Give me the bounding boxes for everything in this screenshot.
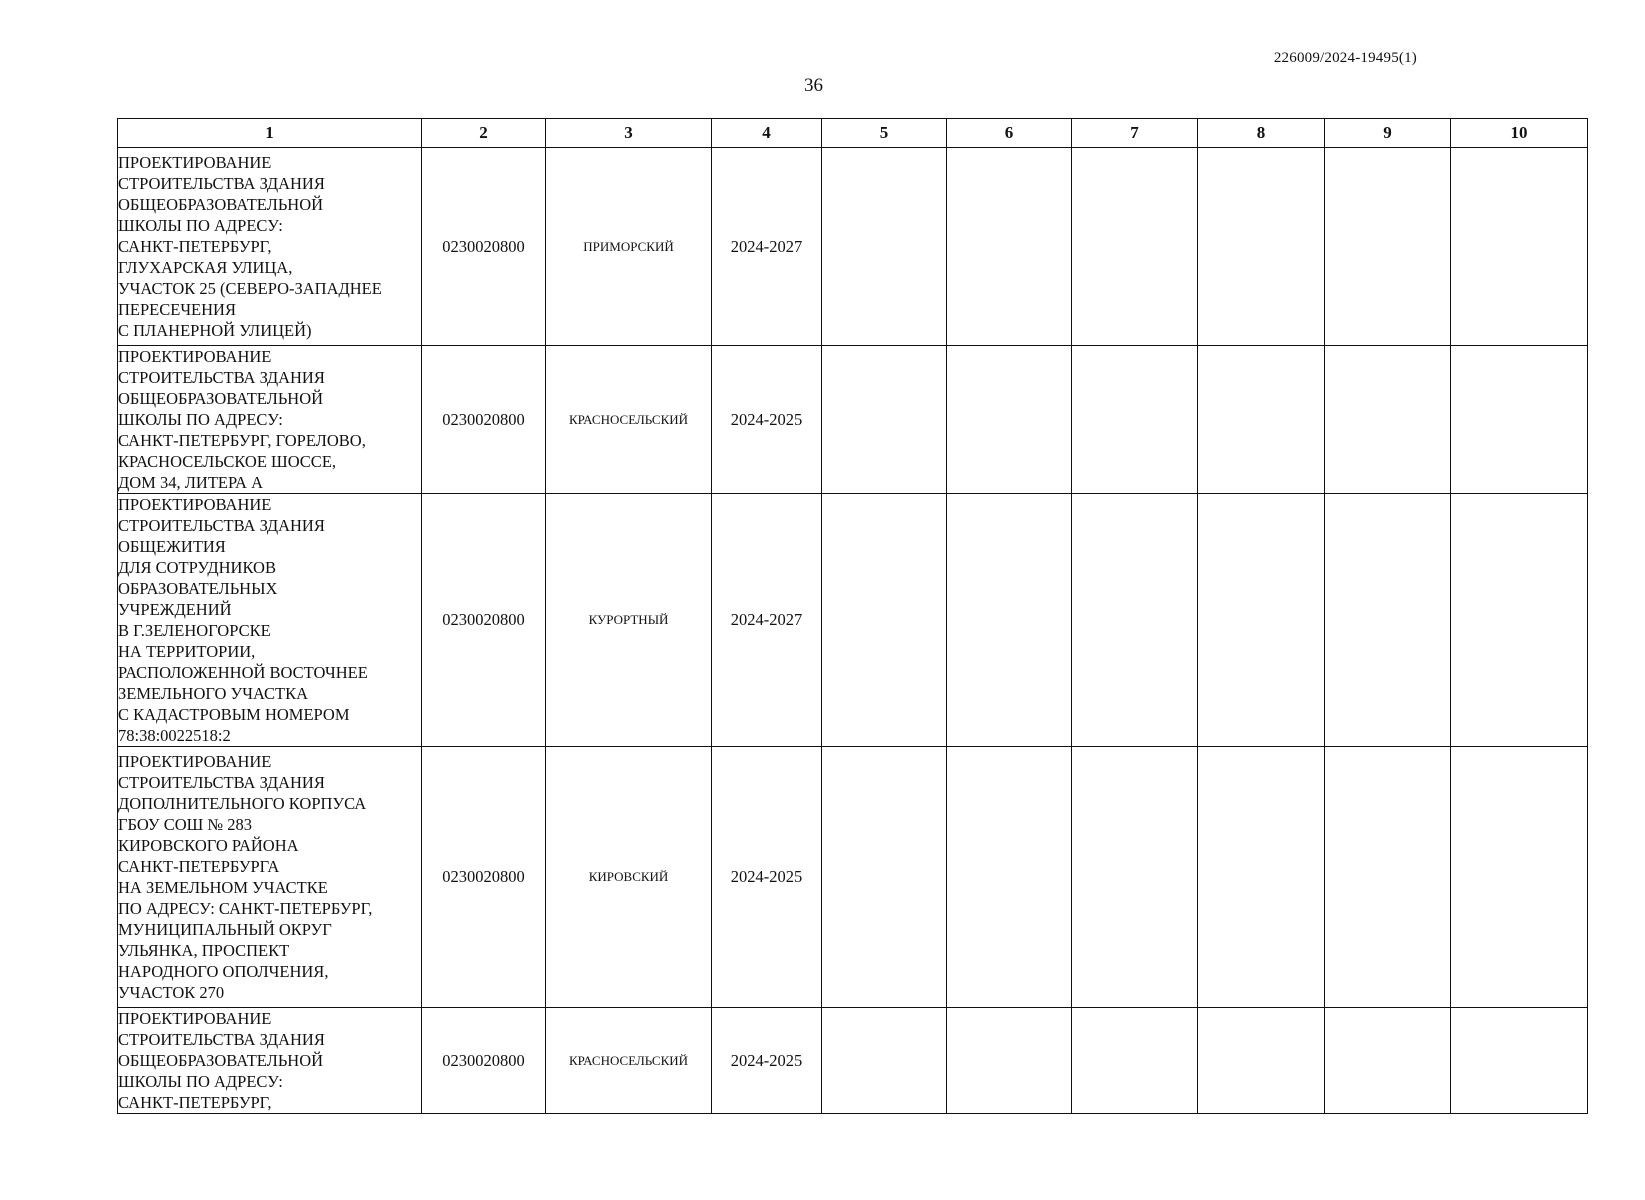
code-cell: 0230020800: [422, 148, 546, 346]
empty-cell: [1198, 494, 1325, 747]
period-cell: 2024-2027: [712, 494, 822, 747]
code-cell: 0230020800: [422, 346, 546, 494]
project-name-cell: ПРОЕКТИРОВАНИЕ СТРОИТЕЛЬСТВА ЗДАНИЯ ДОПОЛНИТЕЛЬНОГО КОРПУСА ГБОУ СОШ № 283 КИРОВСКОГО РАЙОНА САНКТ-ПЕТЕРБУРГА НА ЗЕМЕЛЬНОМ УЧАСТКЕ ПО АДРЕСУ: САНКТ-ПЕТЕРБУРГ, МУНИЦИПАЛЬНЫЙ ОКРУГ УЛЬЯНКА, ПРОСПЕКТ НАРОДНОГО ОПОЛЧЕНИЯ, УЧАСТОК 270: [118, 747, 422, 1008]
project-name-cell: ПРОЕКТИРОВАНИЕ СТРОИТЕЛЬСТВА ЗДАНИЯ ОБЩЕЖИТИЯ ДЛЯ СОТРУДНИКОВ ОБРАЗОВАТЕЛЬНЫХ УЧРЕЖДЕНИЙ В Г.ЗЕЛЕНОГОРСКЕ НА ТЕРРИТОРИИ, РАСПОЛОЖЕННОЙ ВОСТОЧНЕЕ ЗЕМЕЛЬНОГО УЧАСТКА С КАДАСТРОВЫМ НОМЕРОМ 78:38:0022518:2: [118, 494, 422, 747]
district-cell: КУРОРТНЫЙ: [546, 494, 712, 747]
empty-cell: [947, 346, 1072, 494]
column-header-10: 10: [1451, 119, 1588, 148]
page-number: 36: [804, 75, 823, 96]
column-header-1: 1: [118, 119, 422, 148]
empty-cell: [947, 148, 1072, 346]
empty-cell: [947, 747, 1072, 1008]
table-row: [118, 1008, 1588, 1114]
empty-cell: [1072, 346, 1198, 494]
district-cell: КРАСНОСЕЛЬСКИЙ: [546, 346, 712, 494]
table-row: [118, 148, 1588, 346]
empty-cell: [947, 494, 1072, 747]
table-row: [118, 494, 1588, 747]
empty-cell: [1325, 494, 1451, 747]
empty-cell: [822, 346, 947, 494]
district-cell: КИРОВСКИЙ: [546, 747, 712, 1008]
empty-cell: [1325, 148, 1451, 346]
document-number: 226009/2024-19495(1): [1273, 50, 1417, 66]
empty-cell: [1072, 1008, 1198, 1114]
empty-cell: [1198, 747, 1325, 1008]
code-cell: 0230020800: [422, 747, 546, 1008]
column-header-4: 4: [712, 119, 822, 148]
period-cell: 2024-2027: [712, 148, 822, 346]
project-name-cell: ПРОЕКТИРОВАНИЕ СТРОИТЕЛЬСТВА ЗДАНИЯ ОБЩЕОБРАЗОВАТЕЛЬНОЙ ШКОЛЫ ПО АДРЕСУ: САНКТ-ПЕТЕРБУРГ, ГОРЕЛОВО, КРАСНОСЕЛЬСКОЕ ШОССЕ, ДОМ 34, ЛИТЕРА А: [118, 346, 422, 494]
code-cell: 0230020800: [422, 1008, 546, 1114]
empty-cell: [1451, 148, 1588, 346]
empty-cell: [1451, 494, 1588, 747]
data-table: [117, 118, 1588, 1114]
period-cell: 2024-2025: [712, 1008, 822, 1114]
empty-cell: [1072, 747, 1198, 1008]
table-row: [118, 346, 1588, 494]
column-header-6: 6: [947, 119, 1072, 148]
period-cell: 2024-2025: [712, 747, 822, 1008]
empty-cell: [1325, 346, 1451, 494]
period-cell: 2024-2025: [712, 346, 822, 494]
empty-cell: [1451, 346, 1588, 494]
column-header-5: 5: [822, 119, 947, 148]
empty-cell: [1198, 1008, 1325, 1114]
project-name-cell: ПРОЕКТИРОВАНИЕ СТРОИТЕЛЬСТВА ЗДАНИЯ ОБЩЕОБРАЗОВАТЕЛЬНОЙ ШКОЛЫ ПО АДРЕСУ: САНКТ-ПЕТЕРБУРГ, ГЛУХАРСКАЯ УЛИЦА, УЧАСТОК 25 (СЕВЕРО-ЗАПАДНЕЕ ПЕРЕСЕЧЕНИЯ С ПЛАНЕРНОЙ УЛИЦЕЙ): [118, 148, 422, 346]
column-header-3: 3: [546, 119, 712, 148]
table-row: [118, 747, 1588, 1008]
empty-cell: [1325, 747, 1451, 1008]
code-cell: 0230020800: [422, 494, 546, 747]
header-row: [118, 119, 1588, 148]
column-header-7: 7: [1072, 119, 1198, 148]
empty-cell: [947, 1008, 1072, 1114]
empty-cell: [1451, 747, 1588, 1008]
column-header-8: 8: [1198, 119, 1325, 148]
empty-cell: [822, 148, 947, 346]
empty-cell: [1198, 346, 1325, 494]
empty-cell: [1072, 148, 1198, 346]
empty-cell: [1325, 1008, 1451, 1114]
district-cell: КРАСНОСЕЛЬСКИЙ: [546, 1008, 712, 1114]
district-cell: ПРИМОРСКИЙ: [546, 148, 712, 346]
empty-cell: [822, 1008, 947, 1114]
empty-cell: [1072, 494, 1198, 747]
column-header-9: 9: [1325, 119, 1451, 148]
empty-cell: [1198, 148, 1325, 346]
empty-cell: [822, 494, 947, 747]
empty-cell: [822, 747, 947, 1008]
project-name-cell: ПРОЕКТИРОВАНИЕ СТРОИТЕЛЬСТВА ЗДАНИЯ ОБЩЕОБРАЗОВАТЕЛЬНОЙ ШКОЛЫ ПО АДРЕСУ: САНКТ-ПЕТЕРБУРГ,: [118, 1008, 422, 1114]
empty-cell: [1451, 1008, 1588, 1114]
column-header-2: 2: [422, 119, 546, 148]
